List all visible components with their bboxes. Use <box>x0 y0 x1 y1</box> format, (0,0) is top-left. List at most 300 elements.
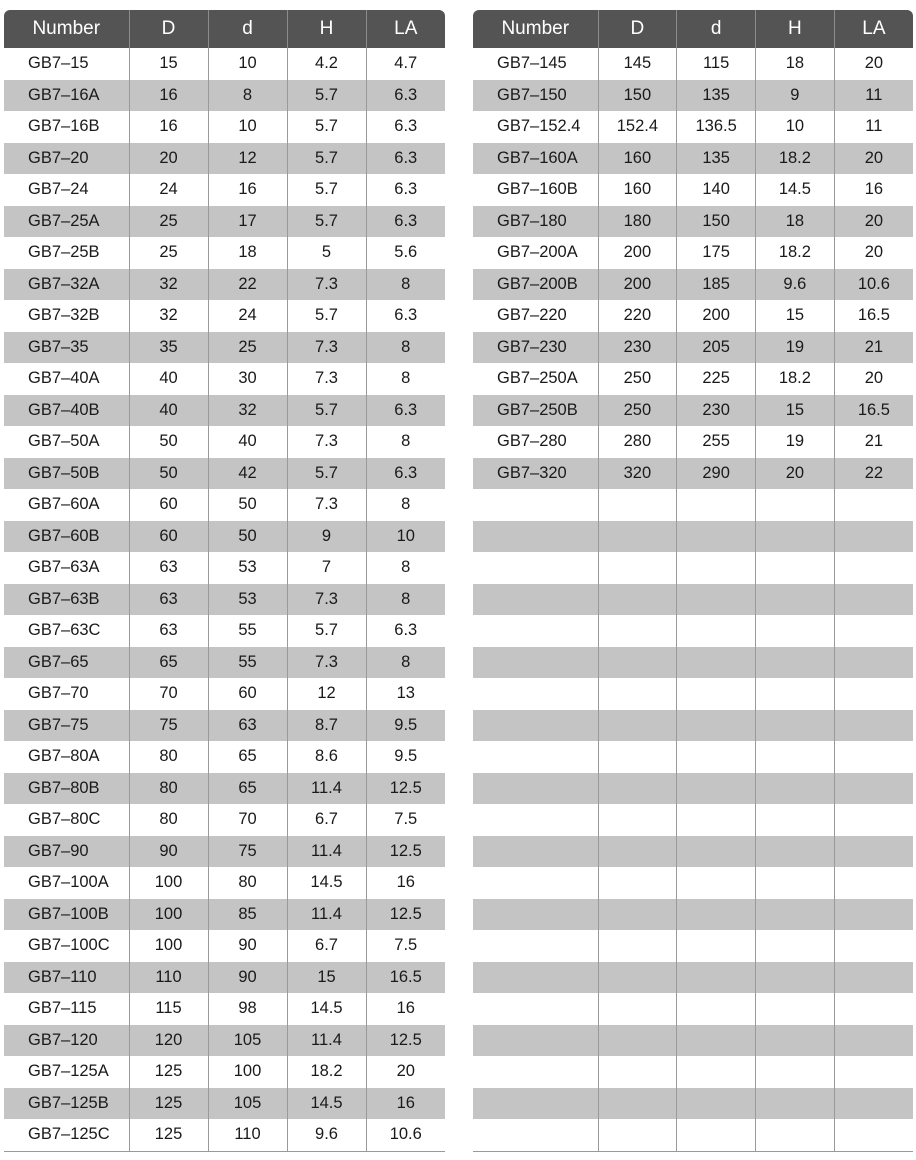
cell-d-outer <box>598 1056 677 1088</box>
table-row <box>4 237 445 269</box>
cell-d-inner: 53 <box>208 552 287 584</box>
cell-d-inner <box>677 1119 756 1151</box>
cell-h <box>756 804 835 836</box>
cell-number: GB7–80A <box>28 747 100 766</box>
cell-d-outer: 90 <box>129 836 208 868</box>
table-row <box>473 206 913 238</box>
cell-la: 5.6 <box>366 237 445 269</box>
cell-d-inner: 42 <box>208 458 287 490</box>
cell-d-outer: 125 <box>129 1119 208 1151</box>
cell-d-outer: 32 <box>129 269 208 301</box>
cell-d-inner: 135 <box>677 80 756 112</box>
cell-d-inner <box>677 804 756 836</box>
cell-d-outer: 320 <box>598 458 677 490</box>
cell-la: 16 <box>366 867 445 899</box>
cell-h: 7.3 <box>287 269 366 301</box>
cell-la: 9.5 <box>366 741 445 773</box>
cell-number: GB7–35 <box>4 332 129 364</box>
table-row <box>4 678 445 710</box>
cell-d-inner: 75 <box>208 836 287 868</box>
table-row <box>473 395 913 427</box>
empty-table-row <box>473 836 913 868</box>
cell-d-inner <box>677 615 756 647</box>
cell-d-inner <box>677 552 756 584</box>
cell-la: 11 <box>834 111 913 143</box>
cell-h <box>756 489 835 521</box>
cell-h: 7.3 <box>287 363 366 395</box>
cell-d-outer <box>598 773 677 805</box>
cell-h <box>756 962 835 994</box>
table-row <box>473 458 913 490</box>
empty-table-row <box>473 647 913 679</box>
cell-d-outer: 115 <box>129 993 208 1025</box>
cell-h: 7.3 <box>287 489 366 521</box>
cell-d-inner <box>677 899 756 931</box>
cell-la: 8 <box>366 426 445 458</box>
cell-d-inner <box>677 489 756 521</box>
cell-number: GB7–60A <box>28 495 100 514</box>
table-row <box>4 80 445 112</box>
table-row <box>473 143 913 175</box>
cell-number <box>473 930 598 962</box>
cell-la <box>834 899 913 931</box>
cell-d-outer: 250 <box>598 363 677 395</box>
cell-h <box>756 521 835 553</box>
cell-d-outer: 35 <box>129 332 208 364</box>
cell-h: 18.2 <box>756 143 835 175</box>
cell-d-inner <box>677 930 756 962</box>
left-table-body <box>4 48 445 1151</box>
table-row <box>473 363 913 395</box>
cell-number: GB7–90 <box>4 836 129 868</box>
cell-number: GB7–200B <box>473 269 598 301</box>
cell-h <box>756 741 835 773</box>
cell-la: 12.5 <box>366 899 445 931</box>
cell-la: 8 <box>366 269 445 301</box>
cell-la: 16.5 <box>366 962 445 994</box>
cell-d-inner <box>677 1056 756 1088</box>
cell-h: 14.5 <box>756 174 835 206</box>
empty-table-row <box>473 1119 913 1151</box>
table-row <box>473 80 913 112</box>
cell-d-outer: 125 <box>129 1056 208 1088</box>
header-h: H <box>287 10 366 48</box>
empty-table-row <box>473 773 913 805</box>
empty-table-row <box>473 1056 913 1088</box>
cell-d-outer: 250 <box>598 395 677 427</box>
cell-number: GB7–65 <box>4 647 129 679</box>
cell-d-inner <box>677 836 756 868</box>
cell-number <box>473 867 598 899</box>
cell-d-outer: 65 <box>129 647 208 679</box>
table-header-row <box>473 10 913 48</box>
cell-d-inner: 105 <box>208 1025 287 1057</box>
table-row <box>473 426 913 458</box>
table-row <box>4 930 445 962</box>
empty-table-row <box>473 521 913 553</box>
header-h: H <box>756 10 835 48</box>
cell-number: GB7–80C <box>28 810 101 829</box>
cell-d-inner <box>677 1088 756 1120</box>
cell-d-inner <box>677 773 756 805</box>
cell-d-outer: 230 <box>598 332 677 364</box>
cell-number: GB7–280 <box>497 432 567 451</box>
cell-h <box>756 836 835 868</box>
cell-d-outer: 80 <box>129 804 208 836</box>
cell-la: 22 <box>834 458 913 490</box>
cell-number <box>473 993 598 1025</box>
cell-d-outer <box>598 1088 677 1120</box>
cell-la: 4.7 <box>366 48 445 80</box>
cell-number <box>473 1119 598 1151</box>
cell-number: GB7–115 <box>28 999 97 1018</box>
cell-la: 16.5 <box>834 300 913 332</box>
cell-la: 20 <box>834 363 913 395</box>
cell-d-inner: 30 <box>208 363 287 395</box>
cell-d-inner: 60 <box>208 678 287 710</box>
cell-number: GB7–25A <box>4 206 129 238</box>
cell-la: 6.3 <box>366 111 445 143</box>
cell-h: 5.7 <box>287 615 366 647</box>
cell-number: GB7–150 <box>473 80 598 112</box>
cell-d-inner: 10 <box>208 111 287 143</box>
empty-table-row <box>473 615 913 647</box>
cell-d-inner: 136.5 <box>677 111 756 143</box>
cell-d-inner: 12 <box>208 143 287 175</box>
cell-number <box>473 489 598 521</box>
cell-h: 7.3 <box>287 426 366 458</box>
empty-table-row <box>473 1025 913 1057</box>
empty-table-row <box>473 930 913 962</box>
cell-la: 20 <box>366 1056 445 1088</box>
cell-d-inner: 205 <box>677 332 756 364</box>
cell-h: 18 <box>756 48 835 80</box>
table-row <box>4 269 445 301</box>
cell-la <box>834 804 913 836</box>
cell-h: 15 <box>287 962 366 994</box>
cell-number: GB7–16B <box>28 117 100 136</box>
table-row <box>4 1119 445 1151</box>
cell-la <box>834 930 913 962</box>
header-la: LA <box>834 10 913 48</box>
cell-d-outer: 75 <box>129 710 208 742</box>
right-dimensions-table <box>473 10 913 1152</box>
cell-number: GB7–15 <box>28 54 89 73</box>
table-row <box>4 647 445 679</box>
cell-d-outer: 200 <box>598 237 677 269</box>
cell-d-outer: 70 <box>129 678 208 710</box>
cell-h: 9 <box>287 521 366 553</box>
cell-d-outer <box>598 804 677 836</box>
cell-number: GB7–32A <box>4 269 129 301</box>
cell-d-inner <box>677 1025 756 1057</box>
cell-la: 20 <box>834 206 913 238</box>
cell-h: 5.7 <box>287 80 366 112</box>
cell-number <box>473 678 598 710</box>
cell-d-outer: 100 <box>129 899 208 931</box>
cell-number: GB7–16A <box>4 80 129 112</box>
cell-d-outer <box>598 552 677 584</box>
cell-la: 6.3 <box>366 174 445 206</box>
table-row <box>4 615 445 647</box>
cell-la <box>834 489 913 521</box>
cell-h: 11.4 <box>287 773 366 805</box>
cell-d-outer: 110 <box>129 962 208 994</box>
cell-d-inner: 50 <box>208 489 287 521</box>
cell-d-inner: 65 <box>208 741 287 773</box>
empty-table-row <box>473 867 913 899</box>
cell-d-inner: 18 <box>208 237 287 269</box>
cell-number: GB7–200A <box>497 243 578 262</box>
cell-d-outer <box>598 1119 677 1151</box>
cell-la: 6.3 <box>366 80 445 112</box>
cell-number: GB7–125A <box>28 1062 109 1081</box>
cell-h: 5.7 <box>287 206 366 238</box>
cell-la <box>834 1056 913 1088</box>
cell-h <box>756 1088 835 1120</box>
cell-h: 5.7 <box>287 174 366 206</box>
cell-number <box>473 1025 598 1057</box>
cell-h: 5.7 <box>287 458 366 490</box>
cell-d-outer: 150 <box>598 80 677 112</box>
cell-d-outer <box>598 521 677 553</box>
cell-number: GB7–250A <box>497 369 578 388</box>
cell-d-outer <box>598 1025 677 1057</box>
cell-d-outer <box>598 584 677 616</box>
cell-d-outer <box>598 836 677 868</box>
cell-d-outer <box>598 930 677 962</box>
cell-d-inner: 115 <box>677 48 756 80</box>
cell-la: 12.5 <box>366 836 445 868</box>
cell-h: 5.7 <box>287 395 366 427</box>
empty-table-row <box>473 899 913 931</box>
table-row <box>4 426 445 458</box>
cell-la: 6.3 <box>366 615 445 647</box>
cell-number: GB7–120 <box>4 1025 129 1057</box>
empty-table-row <box>473 678 913 710</box>
cell-number: GB7–24 <box>28 180 89 199</box>
cell-h: 10 <box>756 111 835 143</box>
table-row <box>4 300 445 332</box>
cell-d-inner: 105 <box>208 1088 287 1120</box>
cell-number: GB7–63C <box>28 621 101 640</box>
cell-number: GB7–63A <box>28 558 100 577</box>
right-table-body <box>473 48 913 1151</box>
cell-d-outer: 152.4 <box>598 111 677 143</box>
cell-h <box>756 993 835 1025</box>
cell-la: 9.5 <box>366 710 445 742</box>
cell-la: 21 <box>834 426 913 458</box>
cell-d-inner: 80 <box>208 867 287 899</box>
cell-number: GB7–80B <box>4 773 129 805</box>
cell-d-outer: 200 <box>598 269 677 301</box>
cell-d-outer: 32 <box>129 300 208 332</box>
table-row <box>473 174 913 206</box>
table-row <box>4 552 445 584</box>
cell-h <box>756 867 835 899</box>
cell-d-inner: 40 <box>208 426 287 458</box>
cell-la: 16 <box>834 174 913 206</box>
cell-la <box>834 710 913 742</box>
cell-la: 12.5 <box>366 773 445 805</box>
cell-h <box>756 552 835 584</box>
cell-d-outer <box>598 993 677 1025</box>
cell-number: GB7–160B <box>497 180 578 199</box>
cell-d-inner <box>677 741 756 773</box>
cell-d-outer <box>598 489 677 521</box>
cell-h: 11.4 <box>287 899 366 931</box>
table-row <box>4 867 445 899</box>
cell-la: 6.3 <box>366 458 445 490</box>
cell-h: 11.4 <box>287 836 366 868</box>
cell-d-outer: 63 <box>129 552 208 584</box>
cell-d-inner: 230 <box>677 395 756 427</box>
cell-number: GB7–32B <box>28 306 100 325</box>
table-row <box>4 332 445 364</box>
cell-number: GB7–160A <box>473 143 598 175</box>
cell-d-outer: 220 <box>598 300 677 332</box>
header-number: Number <box>473 10 598 48</box>
cell-number <box>473 521 598 553</box>
table-row <box>4 836 445 868</box>
table-row <box>4 174 445 206</box>
cell-h: 4.2 <box>287 48 366 80</box>
cell-d-outer <box>598 899 677 931</box>
table-row <box>4 584 445 616</box>
cell-la: 8 <box>366 647 445 679</box>
table-row <box>4 1056 445 1088</box>
cell-la <box>834 741 913 773</box>
table-row <box>4 143 445 175</box>
cell-la: 8 <box>366 363 445 395</box>
cell-d-inner: 255 <box>677 426 756 458</box>
cell-number: GB7–70 <box>28 684 89 703</box>
cell-la: 16 <box>366 993 445 1025</box>
cell-h: 19 <box>756 332 835 364</box>
cell-la: 6.3 <box>366 395 445 427</box>
cell-number: GB7–50B <box>4 458 129 490</box>
cell-d-outer: 280 <box>598 426 677 458</box>
cell-la: 6.3 <box>366 300 445 332</box>
table-row <box>473 48 913 80</box>
cell-d-inner: 16 <box>208 174 287 206</box>
empty-table-row <box>473 741 913 773</box>
cell-d-inner: 70 <box>208 804 287 836</box>
cell-la <box>834 552 913 584</box>
cell-d-inner <box>677 962 756 994</box>
cell-d-inner: 150 <box>677 206 756 238</box>
cell-d-inner <box>677 521 756 553</box>
cell-d-inner: 290 <box>677 458 756 490</box>
table-row <box>473 111 913 143</box>
cell-la: 7.5 <box>366 930 445 962</box>
cell-h: 11.4 <box>287 1025 366 1057</box>
table-row <box>4 804 445 836</box>
cell-la: 11 <box>834 80 913 112</box>
cell-la <box>834 647 913 679</box>
cell-d-inner: 55 <box>208 647 287 679</box>
cell-la: 6.3 <box>366 206 445 238</box>
cell-d-outer <box>598 741 677 773</box>
cell-la <box>834 521 913 553</box>
cell-number: GB7–63B <box>4 584 129 616</box>
cell-number: GB7–230 <box>473 332 598 364</box>
cell-number: GB7–320 <box>473 458 598 490</box>
cell-number <box>473 584 598 616</box>
cell-h <box>756 615 835 647</box>
cell-h: 6.7 <box>287 930 366 962</box>
cell-d-outer: 80 <box>129 773 208 805</box>
cell-number <box>473 899 598 931</box>
cell-la: 20 <box>834 143 913 175</box>
table-row <box>4 1025 445 1057</box>
cell-la: 20 <box>834 48 913 80</box>
cell-d-inner: 175 <box>677 237 756 269</box>
cell-la: 10.6 <box>366 1119 445 1151</box>
cell-number <box>473 741 598 773</box>
cell-h: 18 <box>756 206 835 238</box>
table-row <box>473 237 913 269</box>
empty-table-row <box>473 710 913 742</box>
cell-h: 14.5 <box>287 867 366 899</box>
table-row <box>473 269 913 301</box>
cell-number: GB7–220 <box>497 306 567 325</box>
cell-number: GB7–110 <box>4 962 129 994</box>
empty-table-row <box>473 489 913 521</box>
cell-d-outer: 60 <box>129 489 208 521</box>
cell-d-outer: 100 <box>129 867 208 899</box>
cell-d-inner <box>677 710 756 742</box>
empty-table-row <box>473 962 913 994</box>
cell-d-inner: 90 <box>208 962 287 994</box>
cell-d-inner: 24 <box>208 300 287 332</box>
cell-la <box>834 836 913 868</box>
table-row <box>4 741 445 773</box>
table-row <box>4 458 445 490</box>
cell-h: 5.7 <box>287 300 366 332</box>
cell-d-outer <box>598 962 677 994</box>
cell-d-outer: 180 <box>598 206 677 238</box>
cell-number <box>473 804 598 836</box>
cell-d-outer: 50 <box>129 458 208 490</box>
header-d-inner: d <box>208 10 287 48</box>
cell-h: 8.7 <box>287 710 366 742</box>
cell-number <box>473 773 598 805</box>
cell-d-outer: 120 <box>129 1025 208 1057</box>
cell-number: GB7–75 <box>4 710 129 742</box>
cell-d-inner: 98 <box>208 993 287 1025</box>
cell-d-outer: 50 <box>129 426 208 458</box>
cell-la: 13 <box>366 678 445 710</box>
cell-number <box>473 962 598 994</box>
cell-la: 7.5 <box>366 804 445 836</box>
cell-la: 12.5 <box>366 1025 445 1057</box>
cell-d-outer: 16 <box>129 80 208 112</box>
cell-la: 20 <box>834 237 913 269</box>
cell-number: GB7–40B <box>4 395 129 427</box>
cell-la: 8 <box>366 332 445 364</box>
cell-d-outer: 100 <box>129 930 208 962</box>
cell-d-outer: 60 <box>129 521 208 553</box>
cell-d-outer: 160 <box>598 143 677 175</box>
cell-d-inner: 53 <box>208 584 287 616</box>
cell-h: 9.6 <box>756 269 835 301</box>
cell-h: 8.6 <box>287 741 366 773</box>
header-d-outer: D <box>598 10 677 48</box>
cell-la <box>834 1088 913 1120</box>
cell-la: 6.3 <box>366 143 445 175</box>
cell-d-inner: 110 <box>208 1119 287 1151</box>
